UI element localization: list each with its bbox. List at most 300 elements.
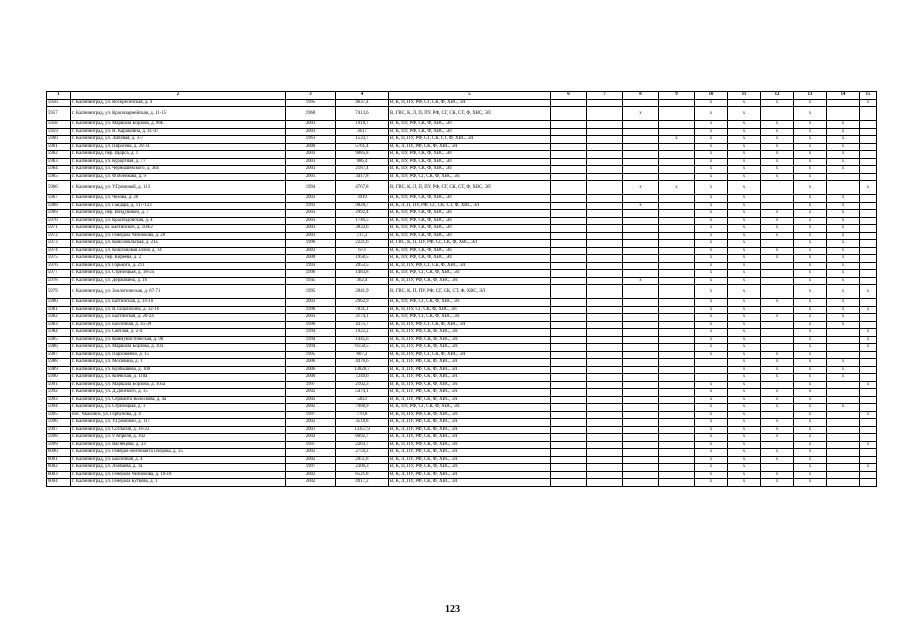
table-cell <box>623 255 659 263</box>
table-cell <box>827 99 860 107</box>
table-cell: x <box>827 195 860 203</box>
table-row <box>47 262 877 270</box>
table-cell: 9828,7 <box>336 202 389 210</box>
table-cell: x <box>761 166 794 174</box>
table-cell: x <box>794 426 827 434</box>
table-cell <box>827 471 860 479</box>
table-cell: x <box>695 434 728 442</box>
table-row <box>47 426 877 434</box>
table-cell: x <box>728 344 761 352</box>
table-cell <box>659 441 695 449</box>
table-cell: x <box>827 166 860 174</box>
table-cell: x <box>695 299 728 307</box>
table-cell <box>551 381 587 389</box>
table-cell: В, К, ПУ, РФ, СГ, СК, Ф, ХВС, ЭЛ <box>389 270 551 278</box>
table-cell: 5970 <box>47 217 71 225</box>
table-row <box>47 99 877 107</box>
table-cell <box>587 151 623 159</box>
table-cell <box>587 128 623 136</box>
column-header: 13 <box>794 92 827 100</box>
table-cell: 2003 <box>286 210 336 218</box>
table-row <box>47 434 877 442</box>
table-cell: x <box>827 285 860 299</box>
table-cell: x <box>728 351 761 359</box>
table-cell: 5957 <box>47 107 71 121</box>
table-cell: 2003 <box>286 232 336 240</box>
table-cell: 3617 <box>336 128 389 136</box>
table-cell: x <box>827 232 860 240</box>
table-cell: 737,2 <box>336 232 389 240</box>
table-cell: 2221,6 <box>336 240 389 248</box>
table-cell: 1993 <box>286 202 336 210</box>
table-cell: x <box>695 99 728 107</box>
table-cell <box>623 128 659 136</box>
table-row <box>47 247 877 255</box>
table-cell <box>587 374 623 382</box>
table-cell: В, К, П, ПУ, РФ, СГ, СК, Ф, ХВС, ЭЛ <box>389 262 551 270</box>
table-cell: x <box>761 247 794 255</box>
table-cell: 5959 <box>47 128 71 136</box>
table-cell <box>659 158 695 166</box>
table-cell: x <box>695 344 728 352</box>
table-cell <box>551 314 587 322</box>
table-cell <box>659 195 695 203</box>
table-cell: x <box>695 143 728 151</box>
table-cell: x <box>794 314 827 322</box>
table-cell: г. Калининград, ул. Пирогова, д. 29-31 <box>71 143 286 151</box>
table-cell: В, К, ПУ, РФ, СК, Ф, ХВС, ЭЛ <box>389 158 551 166</box>
table-cell <box>587 306 623 314</box>
table-cell <box>860 366 877 374</box>
table-cell <box>551 366 587 374</box>
table-cell: 1997 <box>286 411 336 419</box>
table-cell <box>761 441 794 449</box>
table-cell: x <box>728 359 761 367</box>
table-cell <box>551 336 587 344</box>
table-cell <box>623 404 659 412</box>
table-cell: В, ГВС, К, Л, П, ПУ, РФ, СГ, СК, СТ, Ф, ХВС, ЭЛ <box>389 107 551 121</box>
table-cell <box>659 329 695 337</box>
table-cell <box>860 419 877 427</box>
table-cell <box>659 107 695 121</box>
table-cell: 2003 <box>286 166 336 174</box>
column-header: 6 <box>551 92 587 100</box>
table-cell <box>587 202 623 210</box>
table-cell: x <box>761 121 794 129</box>
table-cell <box>860 202 877 210</box>
table-cell: 1945 <box>286 277 336 285</box>
table-cell: x <box>794 449 827 457</box>
table-cell <box>827 464 860 472</box>
table-cell <box>659 166 695 174</box>
table-cell <box>587 449 623 457</box>
table-cell <box>761 336 794 344</box>
table-cell <box>587 464 623 472</box>
table-cell: x <box>794 411 827 419</box>
table-cell: x <box>695 217 728 225</box>
table-cell: г. Калининград, ул. У.Громовой, д. 113 <box>71 181 286 195</box>
table-cell <box>695 374 728 382</box>
table-cell: г. Калининград, ул. Краснодонская, д. 4 <box>71 217 286 225</box>
table-cell: 2002 <box>286 449 336 457</box>
table-cell <box>827 336 860 344</box>
table-cell: В, К, Л, ПУ, РФ, СК, Ф, ХВС, ЭЛ <box>389 419 551 427</box>
table-cell: x <box>761 449 794 457</box>
table-cell: x <box>728 217 761 225</box>
table-cell <box>860 426 877 434</box>
table-cell <box>659 479 695 487</box>
table-cell: 1997 <box>286 441 336 449</box>
table-header-row <box>47 92 877 100</box>
table-cell: 2006 <box>286 366 336 374</box>
table-cell: 2006 <box>286 374 336 382</box>
table-cell <box>659 255 695 263</box>
table-cell <box>659 366 695 374</box>
table-cell: x <box>827 217 860 225</box>
table-cell: x <box>794 247 827 255</box>
table-cell: 5761,4 <box>336 143 389 151</box>
table-cell: 1998 <box>286 306 336 314</box>
table-cell: В, К, Л, ПУ, РФ, СК, Ф, ХВС, ЭЛ <box>389 449 551 457</box>
table-cell: 6521,8 <box>336 471 389 479</box>
table-cell: x <box>827 128 860 136</box>
table-cell: г. Калининград, ул. Н. Карамзина, д. 41-47 <box>71 128 286 136</box>
table-cell: 2003 <box>286 151 336 159</box>
table-cell <box>623 389 659 397</box>
table-cell <box>761 306 794 314</box>
table-cell <box>827 456 860 464</box>
table-cell: 7413,6 <box>336 107 389 121</box>
table-cell <box>551 158 587 166</box>
table-cell <box>860 471 877 479</box>
table-cell <box>623 344 659 352</box>
table-cell <box>860 434 877 442</box>
table-cell <box>659 404 695 412</box>
table-cell <box>659 247 695 255</box>
table-cell <box>860 277 877 285</box>
table-cell: 1968 <box>286 107 336 121</box>
table-cell <box>623 426 659 434</box>
table-cell <box>761 381 794 389</box>
table-cell: 5993 <box>47 396 71 404</box>
table-cell: x <box>794 479 827 487</box>
table-cell: x <box>761 173 794 181</box>
table-cell: x <box>761 359 794 367</box>
table-cell: x <box>728 299 761 307</box>
table-cell <box>623 381 659 389</box>
table-cell: В, К, Л, ПУ, РФ, СК, Ф, ХВС, ЭЛ <box>389 359 551 367</box>
table-cell <box>659 151 695 159</box>
table-cell: В, К, ПУ, РФ, СК, Ф, ХВС, ЭЛ <box>389 151 551 159</box>
table-cell <box>623 456 659 464</box>
table-cell <box>551 449 587 457</box>
column-header: 12 <box>761 92 794 100</box>
table-cell <box>587 456 623 464</box>
table-cell: x <box>827 306 860 314</box>
table-cell <box>827 173 860 181</box>
table-cell: x <box>794 366 827 374</box>
table-cell: г. Калининград, ул. Согласия, д. 16-22 <box>71 426 286 434</box>
table-cell <box>659 232 695 240</box>
table-cell <box>860 262 877 270</box>
table-cell <box>623 285 659 299</box>
table-cell: x <box>860 441 877 449</box>
table-cell <box>551 270 587 278</box>
table-cell: 1994 <box>286 344 336 352</box>
table-cell: В, К, ПУ, РФ, СК, Ф, ХВС, ЭЛ <box>389 225 551 233</box>
table-cell <box>761 181 794 195</box>
table-cell: x <box>728 240 761 248</box>
table-cell <box>587 336 623 344</box>
table-cell: г. Калининград, ул. Коммунистическая, д. 98 <box>71 336 286 344</box>
table-cell: x <box>695 151 728 159</box>
table-cell <box>587 314 623 322</box>
table-cell: 5474,1 <box>336 389 389 397</box>
table-cell <box>659 471 695 479</box>
table-cell <box>761 329 794 337</box>
table-cell <box>551 166 587 174</box>
table-cell: 2001 <box>286 173 336 181</box>
table-cell: x <box>728 107 761 121</box>
table-cell: x <box>761 366 794 374</box>
table-cell <box>659 270 695 278</box>
table-cell <box>659 321 695 329</box>
column-header: 5 <box>389 92 551 100</box>
table-cell <box>587 262 623 270</box>
table-cell: 5969 <box>47 210 71 218</box>
table-cell <box>860 143 877 151</box>
table-cell: 3518,8 <box>336 419 389 427</box>
table-cell: x <box>728 396 761 404</box>
table-cell: x <box>827 404 860 412</box>
table-cell: 2002 <box>286 419 336 427</box>
table-cell: x <box>695 158 728 166</box>
table-cell: x <box>827 374 860 382</box>
table-cell: x <box>794 329 827 337</box>
table-cell <box>827 107 860 121</box>
table-cell <box>659 374 695 382</box>
table-row <box>47 217 877 225</box>
table-row <box>47 240 877 248</box>
table-cell: г. Калининград, ул. Васнецова, д. 33 <box>71 441 286 449</box>
table-cell: В, К, П, ПУ, РФ, СК, Ф, ХВС, ЭЛ <box>389 277 551 285</box>
table-cell <box>761 202 794 210</box>
table-cell: x <box>761 404 794 412</box>
table-cell: 1994 <box>286 181 336 195</box>
table-row <box>47 351 877 359</box>
table-cell: В, ГВС, К, П, ПУ, РФ, СГ, СК, СТ, Ф, ХВС, ЭЛ <box>389 285 551 299</box>
table-cell: 2759,2 <box>336 449 389 457</box>
table-cell: 5975 <box>47 255 71 263</box>
column-header: 11 <box>728 92 761 100</box>
table-cell <box>623 247 659 255</box>
table-cell: 5976 <box>47 262 71 270</box>
table-cell: 5990 <box>47 374 71 382</box>
table-cell <box>659 351 695 359</box>
table-cell: 6004 <box>47 479 71 487</box>
table-cell <box>587 158 623 166</box>
table-cell: 4637,4 <box>336 99 389 107</box>
table-cell: г. Калининград, ул. Бассейная, д. 4 <box>71 456 286 464</box>
table-row <box>47 158 877 166</box>
table-cell: x <box>794 181 827 195</box>
table-cell: x <box>728 202 761 210</box>
table-cell <box>623 351 659 359</box>
table-cell: x <box>695 479 728 487</box>
table-cell: 2051,8 <box>336 456 389 464</box>
table-cell <box>860 225 877 233</box>
table-cell: x <box>794 404 827 412</box>
table-cell: x <box>860 306 877 314</box>
table-cell <box>623 366 659 374</box>
table-cell: x <box>728 277 761 285</box>
table-cell: x <box>761 136 794 144</box>
table-cell: x <box>761 225 794 233</box>
table-cell: x <box>794 107 827 121</box>
table-cell: 5962 <box>47 151 71 159</box>
table-cell: x <box>728 366 761 374</box>
table-cell: 2003 <box>286 314 336 322</box>
table-cell <box>551 441 587 449</box>
table-cell: x <box>761 99 794 107</box>
table-cell: 6002 <box>47 464 71 472</box>
table-cell: x <box>761 471 794 479</box>
table-cell <box>587 195 623 203</box>
table-cell: г. Калининград, ул. У.Громовой, д. 117 <box>71 419 286 427</box>
table-cell: x <box>728 329 761 337</box>
table-cell: В, К, П, ПУ, РФ, СК, Ф, ХВС, ЭЛ <box>389 464 551 472</box>
table-cell: 1746,5 <box>336 217 389 225</box>
table-cell <box>623 299 659 307</box>
table-cell <box>659 389 695 397</box>
table-cell: x <box>623 202 659 210</box>
table-cell <box>623 314 659 322</box>
table-cell: 5964 <box>47 166 71 174</box>
table-cell <box>551 464 587 472</box>
table-cell: x <box>728 456 761 464</box>
table-cell: г. Калининград, ул. Светлая, д. 2-4 <box>71 329 286 337</box>
table-cell: x <box>695 419 728 427</box>
table-cell: 1533,7 <box>336 136 389 144</box>
table-cell: x <box>860 336 877 344</box>
table-cell <box>623 471 659 479</box>
table-cell: г. Калининград, ул. Курортная, д. 77 <box>71 158 286 166</box>
table-cell: x <box>827 136 860 144</box>
table-cell <box>587 121 623 129</box>
table-cell: 1994 <box>286 336 336 344</box>
table-cell: x <box>695 270 728 278</box>
table-cell: 2053,5 <box>336 262 389 270</box>
table-cell: 5967 <box>47 195 71 203</box>
table-cell <box>587 247 623 255</box>
table-cell: г. Калининград, ул. Гайдара, д. 117-123 <box>71 202 286 210</box>
table-cell <box>827 419 860 427</box>
table-cell <box>623 195 659 203</box>
table-cell: 1958,5 <box>336 255 389 263</box>
table-cell: x <box>728 479 761 487</box>
table-cell: x <box>728 441 761 449</box>
table-cell <box>860 449 877 457</box>
table-cell: В, К, ПУ, РФ, СК, Ф, ХВС, ЭЛ <box>389 121 551 129</box>
table-cell <box>761 411 794 419</box>
table-cell: x <box>794 336 827 344</box>
table-cell: x <box>794 321 827 329</box>
table-cell: 13357,9 <box>336 426 389 434</box>
table-cell: x <box>794 299 827 307</box>
table-cell: 1994 <box>286 329 336 337</box>
table-cell: x <box>827 299 860 307</box>
table-cell <box>695 359 728 367</box>
table-cell: 5989 <box>47 366 71 374</box>
table-row <box>47 464 877 472</box>
table-cell <box>623 173 659 181</box>
table-cell <box>623 479 659 487</box>
table-cell <box>659 99 695 107</box>
table-cell: x <box>728 99 761 107</box>
table-cell: 362,4 <box>336 277 389 285</box>
table-cell: x <box>860 344 877 352</box>
table-cell: 2000 <box>286 143 336 151</box>
table-cell: 1996 <box>286 240 336 248</box>
table-cell <box>659 262 695 270</box>
table-cell: 5988 <box>47 359 71 367</box>
table-cell: x <box>794 217 827 225</box>
table-cell <box>659 306 695 314</box>
table-cell <box>860 389 877 397</box>
table-cell: В, К, ПУ, РФ, СК, Ф, ХВС, ЭЛ <box>389 255 551 263</box>
table-cell: x <box>623 181 659 195</box>
table-cell <box>551 121 587 129</box>
table-cell: x <box>695 381 728 389</box>
table-cell: 2962,9 <box>336 299 389 307</box>
table-cell <box>623 306 659 314</box>
table-cell: x <box>827 240 860 248</box>
table-cell: 6000 <box>47 449 71 457</box>
table-cell <box>860 217 877 225</box>
page-number: 123 <box>445 604 460 615</box>
table-cell <box>587 232 623 240</box>
table-cell: x <box>761 143 794 151</box>
table-cell <box>827 426 860 434</box>
table-cell: x <box>827 210 860 218</box>
table-cell <box>551 232 587 240</box>
table-cell <box>659 419 695 427</box>
table-cell: x <box>827 255 860 263</box>
table-cell: г. Калининград, ул. Генерал-лейтенанта Озерова, д. 15 <box>71 449 286 457</box>
table-cell: 2003 <box>286 158 336 166</box>
table-cell: x <box>695 411 728 419</box>
table-cell: 2003 <box>286 121 336 129</box>
table-cell: x <box>794 121 827 129</box>
table-cell <box>587 479 623 487</box>
table-cell <box>551 404 587 412</box>
table-cell: x <box>695 255 728 263</box>
table-cell: x <box>695 306 728 314</box>
table-cell: x <box>728 270 761 278</box>
table-cell: 7031,1 <box>336 306 389 314</box>
table-cell: x <box>728 321 761 329</box>
table-row <box>47 314 877 322</box>
table-cell: x <box>794 151 827 159</box>
table-cell: x <box>659 136 695 144</box>
table-cell: 7988,9 <box>336 404 389 412</box>
table-cell: x <box>728 232 761 240</box>
table-cell: x <box>761 426 794 434</box>
table-cell: В, К, П, ПУ, РФ, СК, Ф, ХВС, ЭЛ <box>389 329 551 337</box>
table-row <box>47 166 877 174</box>
table-cell <box>761 464 794 472</box>
table-cell: x <box>695 225 728 233</box>
